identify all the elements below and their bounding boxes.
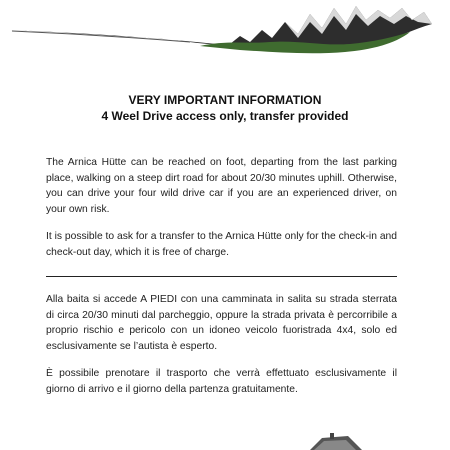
italian-paragraph-access: Alla baita si accede A PIEDI con una camminata in salita su strada sterrata di circa 20/30 minuti dal parcheggio, oppure la strada privata è percorribile a proprio rischio e pericolo con un idoneo veicolo fuoristrada 4x4, solo ed esclusivamente se l’autista è esperto. — [46, 294, 397, 352]
notice-subtitle: 4 Weel Drive access only, transfer provided — [101, 109, 349, 123]
mountain-hut-illustration — [300, 432, 370, 450]
notice-title: VERY IMPORTANT INFORMATION — [128, 93, 322, 107]
english-paragraph-transfer: It is possible to ask for a transfer to the Arnica Hütte only for the check-in and check-out day, which it is free of charge. — [46, 231, 397, 258]
italian-paragraph-transfer: È possibile prenotare il trasporto che verrà effettuato esclusivamente il giorno di arrivo e il giorno della partenza gratuitamente. — [46, 368, 397, 395]
mountain-forest-illustration — [0, 0, 450, 62]
english-paragraph-access: The Arnica Hütte can be reached on foot, departing from the last parking place, walking on a steep dirt road for about 20/30 minutes uphill. Otherwise, you can drive your four wild drive car if you are an experienced driver, on your own risk. — [46, 157, 397, 215]
section-divider — [46, 276, 397, 277]
